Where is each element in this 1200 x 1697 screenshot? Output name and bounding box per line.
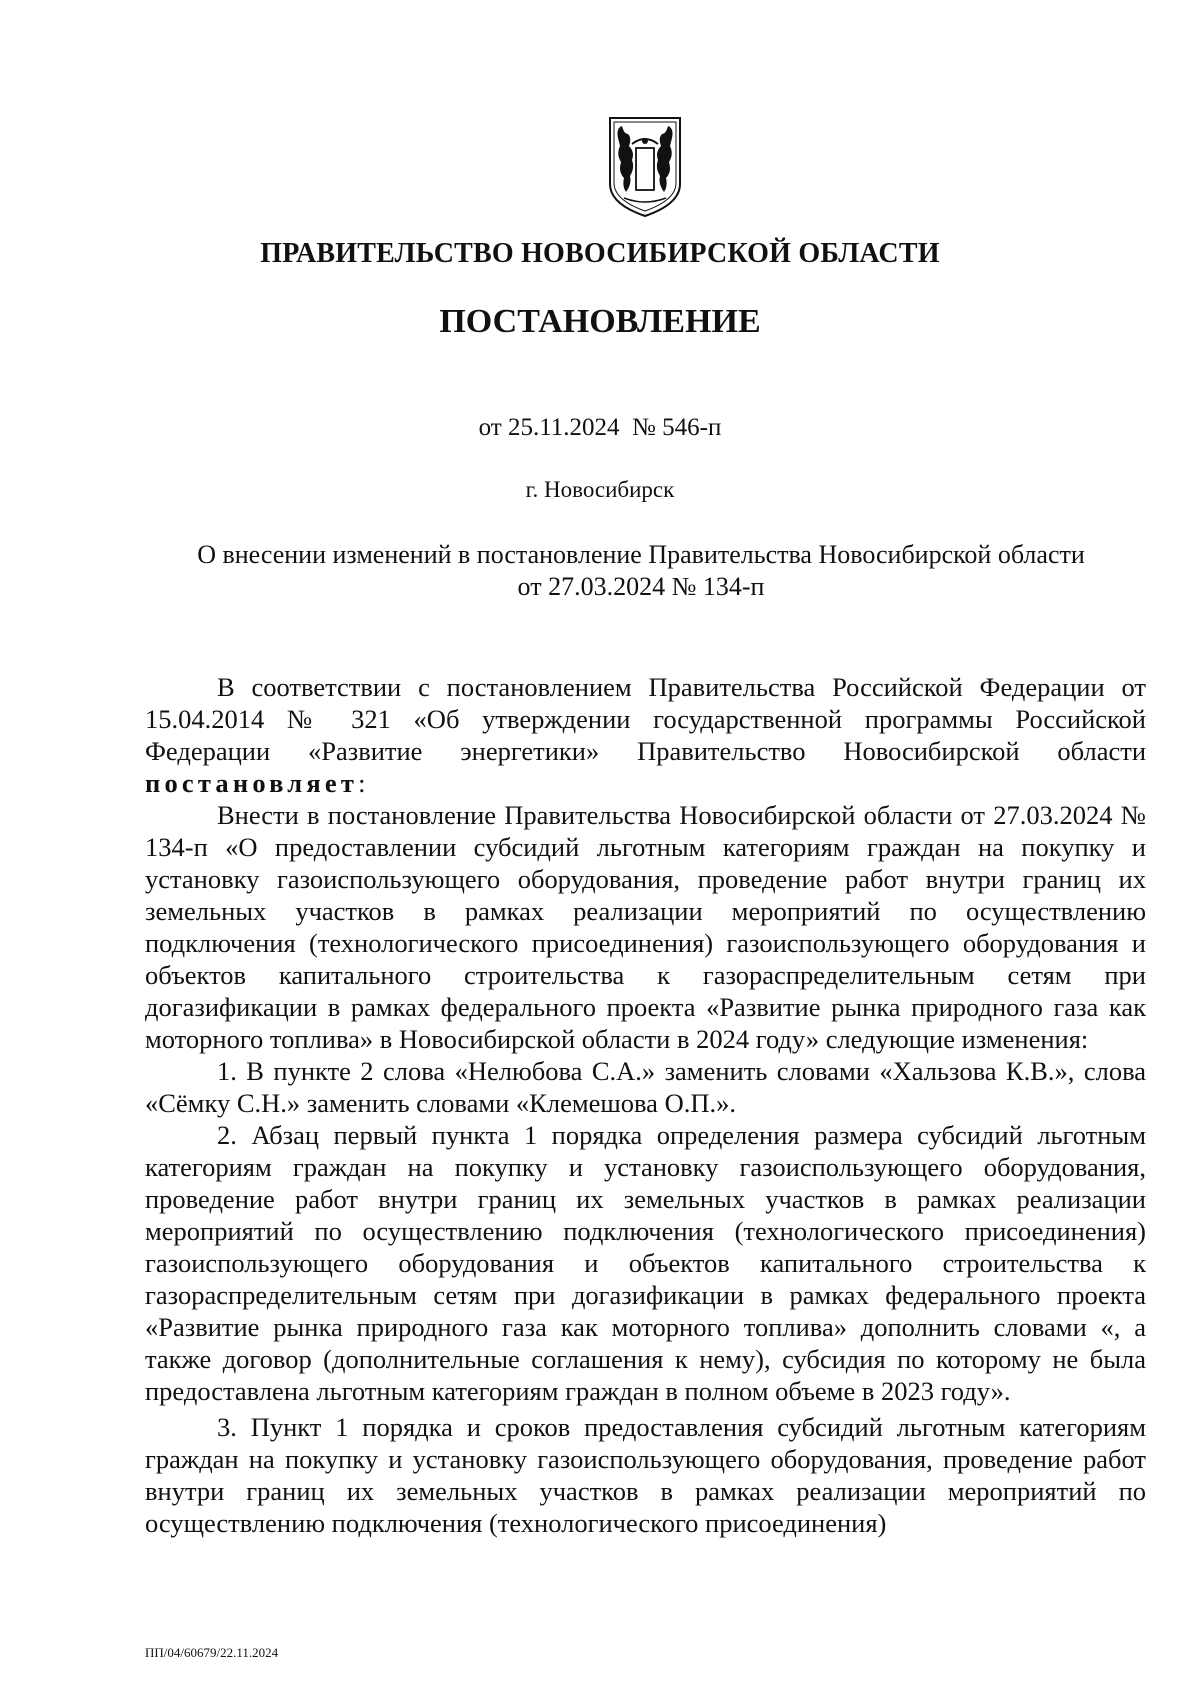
amendment-item-2: 2. Абзац первый пункта 1 порядка определения размера субсидий льготным категориям граждан на покупку и установку газоиспользующего оборудования, проведение работ внутри границ их земельных участков в рамках реализации мероприятий по осуществлению подключения (технологического присоединения) газоиспользующего оборудования и объектов капитального строительства к газораспределительным сетям при догазификации в рамках федерального проекта «Развитие рынка природного газа как моторного топлива» дополнить словами «, а также договор (дополнительные соглашения к нему), субсидия по которому не была предоставлена льготным категориям граждан в полном объеме в 2023 году». <box>145 1120 1146 1406</box>
resolves-colon: : <box>358 768 366 798</box>
government-title: ПРАВИТЕЛЬСТВО НОВОСИБИРСКОЙ ОБЛАСТИ <box>260 238 940 269</box>
preamble-text: В соответствии с постановлением Правительства Российской Федерации от 15.04.2014 № 321 «Об утверждении государственной программы Российской Федерации «Развитие энергетики» Правительство Новосибирской области <box>145 672 1146 766</box>
intro-paragraph: Внести в постановление Правительства Новосибирской области от 27.03.2024 № 134-п «О предоставлении субсидий льготным категориям граждан на покупку и установку газоиспользующего оборудования, проведение работ внутри границ их земельных участков в рамках реализации мероприятий по осуществлению подключения (технологического присоединения) газоиспользующего оборудования и объектов капитального строительства к газораспределительным сетям при догазификации в рамках федерального проекта «Развитие рынка природного газа как моторного топлива» в Новосибирской области в 2024 году» следующие изменения: <box>145 800 1146 1054</box>
subject-line-2: от 27.03.2024 № 134-п <box>517 572 765 601</box>
document-code: ПП/04/60679/22.11.2024 <box>145 1645 279 1660</box>
amendment-item-1: 1. В пункте 2 слова «Нелюбова С.А.» заменить словами «Хальзова К.В.», слова «Сёмку С.Н.» заменить словами «Клемешова О.П.». <box>145 1056 1146 1118</box>
preamble-paragraph <box>145 671 1146 799</box>
document-body <box>145 671 1146 1539</box>
city-line: г. Новосибирск <box>525 477 675 502</box>
resolves-word: постановляет <box>145 768 359 798</box>
coat-of-arms-icon <box>602 114 688 218</box>
decree-subject <box>145 539 1137 603</box>
amendment-item-3: 3. Пункт 1 порядка и сроков предоставления субсидий льготным категориям граждан на покупку и установку газоиспользующего оборудования, проведение работ внутри границ их земельных участков в рамках реализации мероприятий по осуществлению подключения (технологического присоединения) <box>145 1412 1146 1538</box>
subject-line-1: О внесении изменений в постановление Правительства Новосибирской области <box>197 540 1085 569</box>
document-type-heading: ПОСТАНОВЛЕНИЕ <box>439 303 761 340</box>
date-and-number: от 25.11.2024 № 546-п <box>478 414 722 441</box>
